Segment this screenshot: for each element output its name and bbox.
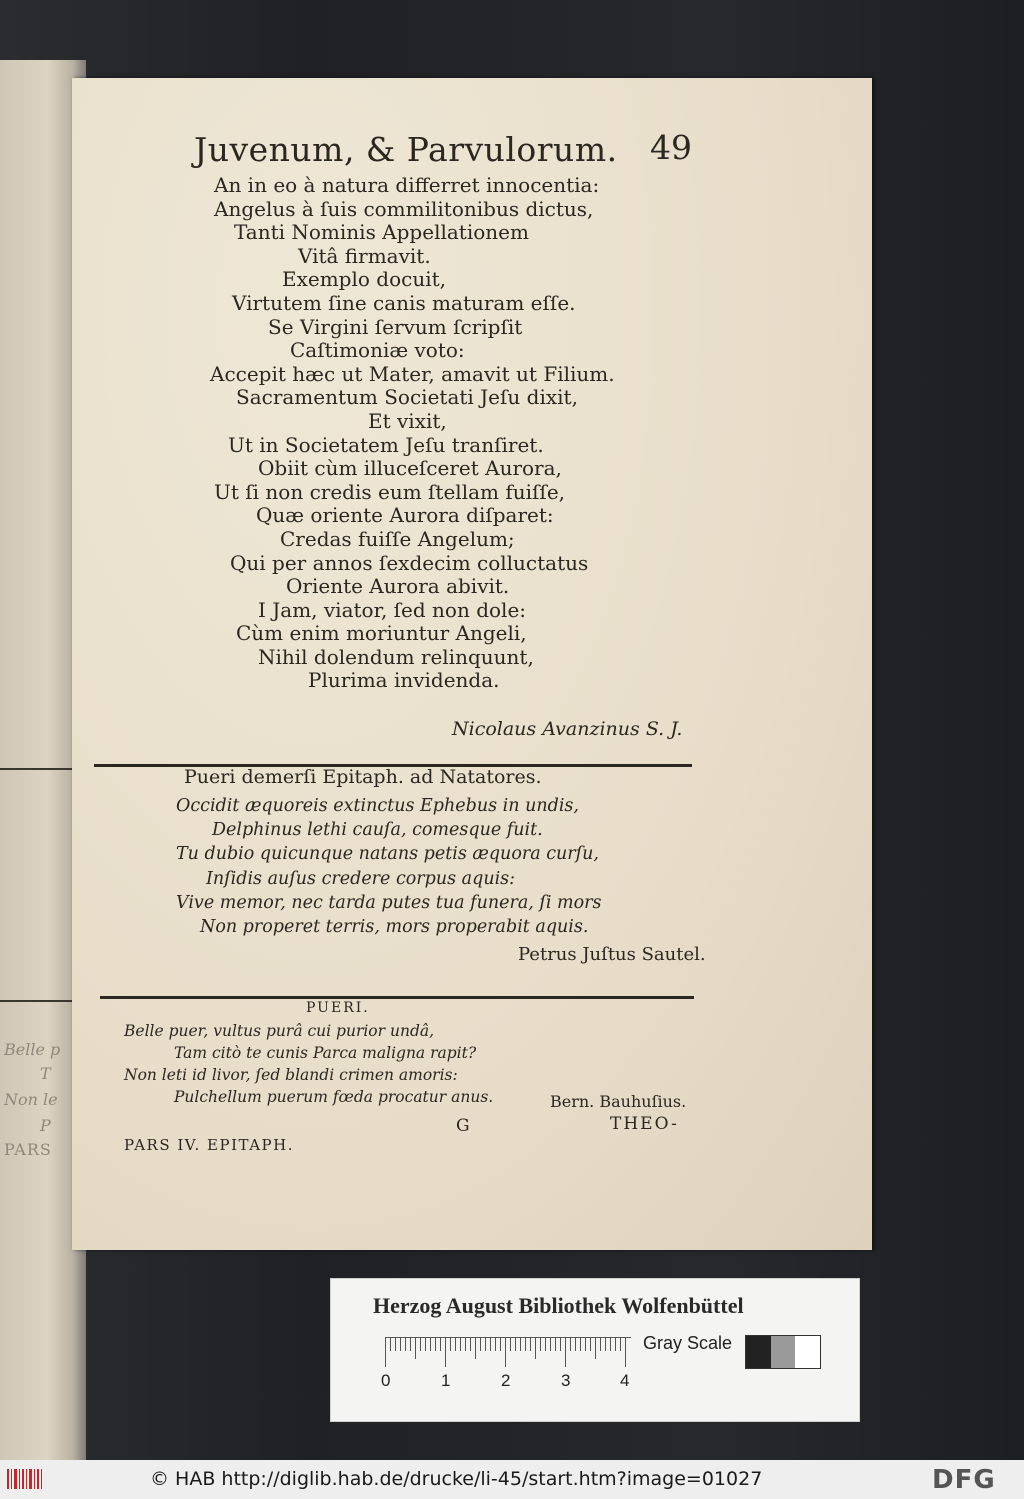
ruler-tick <box>555 1337 556 1351</box>
ruler-tick <box>425 1337 426 1351</box>
verse-line: Occidit æquoreis extinctus Ephebus in undis, <box>176 796 579 816</box>
ruler-tick <box>510 1337 511 1351</box>
page-footer-title: PARS IV. EPITAPH. <box>124 1136 294 1154</box>
ruler-tick <box>565 1337 566 1367</box>
prev-page-fragment: Non le <box>4 1090 58 1109</box>
epitaph-verse-2 <box>176 794 696 939</box>
copyright-url[interactable]: © HAB http://diglib.hab.de/drucke/li-45/start.htm?image=01027 <box>150 1468 763 1490</box>
ruler-tick <box>390 1337 391 1351</box>
verse-line: Pulchellum puerum fœda procatur anus. <box>174 1088 494 1106</box>
ruler-tick <box>440 1337 441 1351</box>
verse-line: Cùm enim moriuntur Angeli, <box>236 621 527 646</box>
ruler-tick <box>405 1337 406 1351</box>
viewer-footer <box>0 1460 1024 1499</box>
ruler-tick <box>570 1337 571 1351</box>
ruler-tick <box>410 1337 411 1351</box>
ruler-tick <box>460 1337 461 1351</box>
verse-line: Virtutem ſine canis maturam eſſe. <box>232 290 576 315</box>
barcode-icon <box>6 1466 46 1492</box>
prev-page-fragment: PARS <box>4 1140 52 1159</box>
ruler-tick <box>620 1337 621 1351</box>
verse-line: Accepit hæc ut Mater, amavit ut Filium. <box>210 361 615 386</box>
verse-line: Credas fuiſſe Angelum; <box>280 526 515 551</box>
ruler-tick <box>605 1337 606 1351</box>
ruler-tick <box>520 1337 521 1351</box>
ruler-tick <box>385 1337 386 1367</box>
ruler-tick <box>465 1337 466 1351</box>
verse-line: Et vixit, <box>368 408 447 433</box>
ruler-tick <box>585 1337 586 1351</box>
section-heading: PUERI. <box>306 1000 370 1016</box>
ruler-tick <box>400 1337 401 1351</box>
ruler-tick <box>515 1337 516 1351</box>
ruler-tick <box>470 1337 471 1351</box>
verse-line: Angelus à ſuis commilitonibus dictus, <box>214 196 594 221</box>
verse-line: I Jam, viator, ſed non dole: <box>258 597 527 622</box>
signature-mark: G <box>456 1116 470 1136</box>
verse-line: Belle puer, vultus purâ cui purior undâ, <box>124 1022 435 1040</box>
prev-page-fragment: Belle p <box>4 1040 61 1059</box>
verse-line: Vive memor, nec tarda putes tua funera, ſi mors <box>176 892 602 913</box>
verse-line: Quæ oriente Aurora diſparet: <box>256 503 554 528</box>
author-signature: Petrus Juſtus Sautel. <box>518 944 706 965</box>
epitaph-verse-1 <box>172 174 732 693</box>
ruler-tick <box>575 1337 576 1351</box>
author-signature: Bern. Bauhuſius. <box>550 1092 687 1111</box>
ruler-tick <box>445 1337 446 1367</box>
gray-swatch-light <box>795 1336 820 1368</box>
ruler-number: 4 <box>620 1371 630 1390</box>
verse-line: Delphinus lethi cauſa, comesque fuit. <box>212 820 543 841</box>
verse-line: Tu dubio quicunque natans petis æquora curſu, <box>176 844 599 865</box>
gray-swatch-mid <box>771 1336 796 1368</box>
ruler-tick <box>530 1337 531 1351</box>
epitaph-verse-3 <box>124 1020 544 1108</box>
page-number: 49 <box>650 128 692 167</box>
verse-line: Ut in Societatem Jeſu tranſiret. <box>228 432 544 457</box>
verse-line: Qui per annos ſexdecim colluctatus <box>230 550 589 575</box>
ruler-tick <box>600 1337 601 1351</box>
ruler-tick <box>415 1337 416 1359</box>
ruler-tick <box>505 1337 506 1367</box>
library-name: Herzog August Bibliothek Wolfenbüttel <box>373 1293 744 1318</box>
ruler-tick <box>595 1337 596 1359</box>
verse-line: Plurima invidenda. <box>308 668 500 693</box>
verse-line: Ut ſi non credis eum ſtellam fuiſſe, <box>214 479 566 504</box>
gray-swatch-dark <box>746 1336 771 1368</box>
dfg-logo: DFG <box>932 1465 996 1495</box>
verse-line: Vitâ firmavit. <box>298 243 431 268</box>
ruler-tick <box>395 1337 396 1351</box>
verse-line: Nihil dolendum relinquunt, <box>258 644 534 669</box>
ruler-tick <box>455 1337 456 1351</box>
prev-page-fragment: P <box>40 1116 51 1135</box>
ruler-tick <box>495 1337 496 1351</box>
previous-page-rule <box>0 768 72 770</box>
section-rule <box>100 996 694 999</box>
verse-line: Exemplo docuit, <box>282 267 446 292</box>
author-signature: Nicolaus Avanzinus S. J. <box>452 718 683 740</box>
ruler-tick <box>615 1337 616 1351</box>
ruler-tick <box>545 1337 546 1351</box>
ruler-tick <box>525 1337 526 1351</box>
running-head: Juvenum, & Parvulorum. <box>194 130 618 169</box>
color-calibration-card <box>330 1278 860 1422</box>
ruler-tick <box>490 1337 491 1351</box>
ruler-tick <box>550 1337 551 1351</box>
ruler-tick <box>610 1337 611 1351</box>
ruler-number: 1 <box>441 1371 451 1390</box>
ruler-tick <box>625 1337 626 1367</box>
verse-line: Oriente Aurora abivit. <box>286 574 510 599</box>
verse-line: Sacramentum Societati Jeſu dixit, <box>236 385 578 410</box>
ruler-tick <box>450 1337 451 1351</box>
ruler-tick <box>580 1337 581 1351</box>
verse-line: Caſtimoniæ voto: <box>290 338 465 363</box>
ruler-tick <box>420 1337 421 1351</box>
ruler-tick <box>540 1337 541 1351</box>
verse-line: Non properet terris, mors properabit aquis. <box>200 917 589 938</box>
book-page <box>72 78 872 1250</box>
verse-line: Tam citò te cunis Parca maligna rapit? <box>174 1044 477 1062</box>
ruler-number: 2 <box>501 1371 511 1390</box>
verse-line: Inſidis auſus credere corpus aquis: <box>206 868 516 889</box>
gray-scale-swatches <box>745 1335 821 1369</box>
ruler-tick <box>430 1337 431 1351</box>
gray-scale-label: Gray Scale <box>643 1333 733 1353</box>
ruler-tick <box>590 1337 591 1351</box>
ruler-tick <box>480 1337 481 1351</box>
ruler-number: 0 <box>381 1371 391 1390</box>
ruler-tick <box>475 1337 476 1359</box>
prev-page-fragment: T <box>40 1064 51 1083</box>
ruler-number: 3 <box>561 1371 571 1390</box>
previous-page-rule <box>0 1000 72 1002</box>
section-heading: Pueri demerſi Epitaph. ad Natatores. <box>184 766 542 788</box>
ruler-tick <box>560 1337 561 1351</box>
verse-line: Non leti id livor, ſed blandi crimen amoris: <box>124 1066 458 1084</box>
ruler-tick <box>485 1337 486 1351</box>
ruler-tick <box>500 1337 501 1351</box>
catchword: THEO- <box>610 1114 679 1134</box>
ruler-tick <box>535 1337 536 1359</box>
verse-line: Obiit cùm illuceſceret Aurora, <box>258 456 562 481</box>
verse-line: Tanti Nominis Appellationem <box>234 220 529 245</box>
ruler-tick <box>435 1337 436 1351</box>
scale-ruler <box>385 1337 631 1369</box>
verse-line: An in eo à natura differret innocentia: <box>214 173 600 197</box>
verse-line: Se Virgini ſervum ſcripſit <box>268 314 523 339</box>
